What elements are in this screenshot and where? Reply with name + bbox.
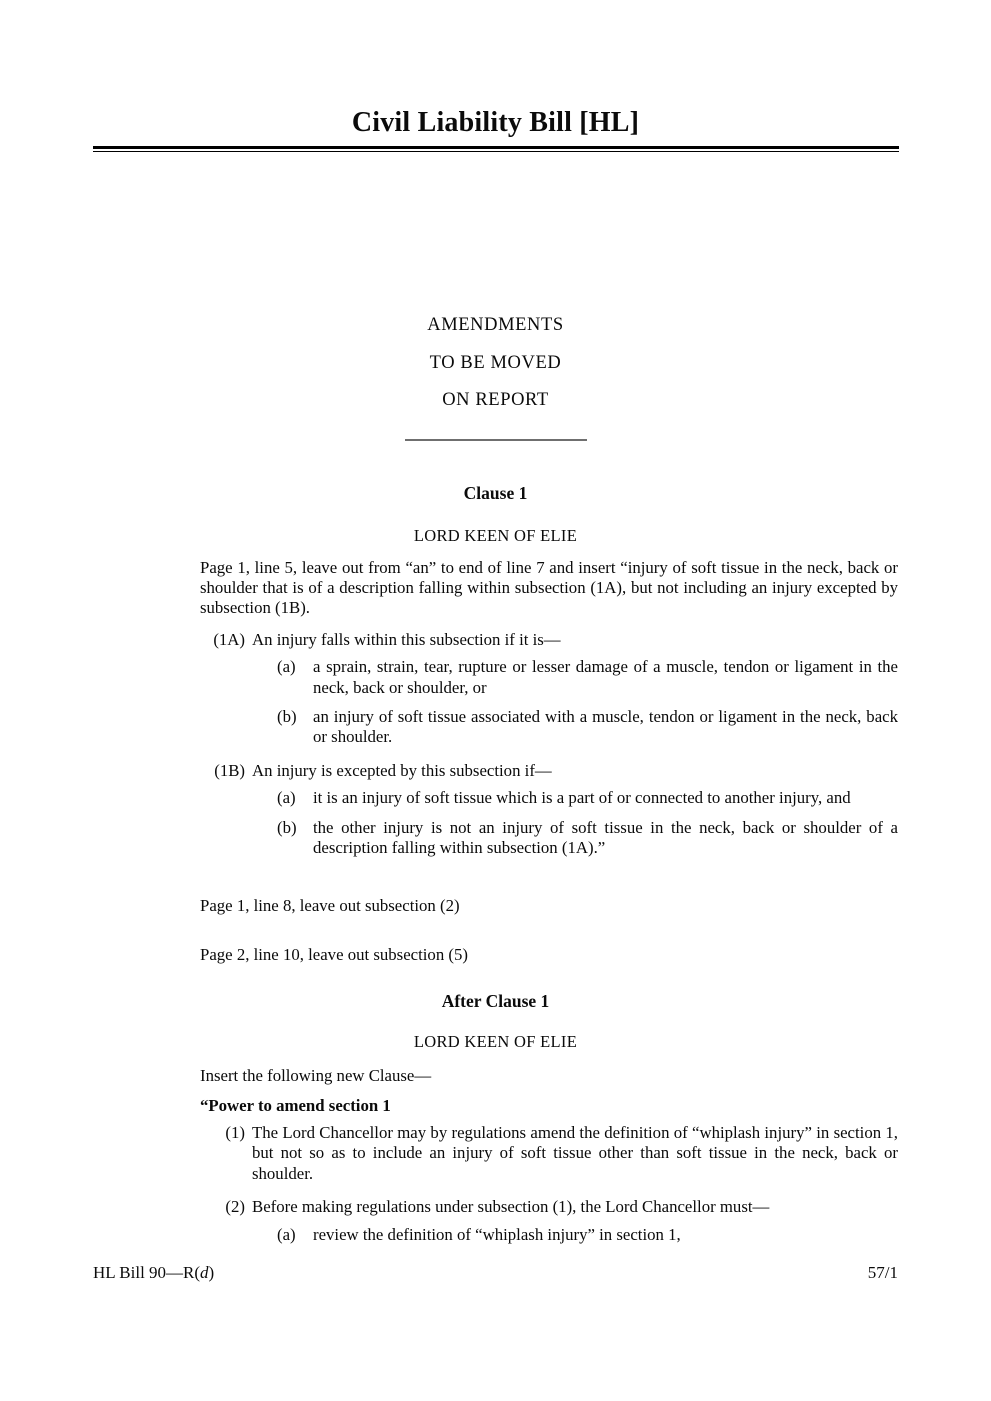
subsection-2-body: [252, 1197, 898, 1245]
bill-number: [93, 1263, 214, 1283]
insert-clause-lead: Insert the following new Clause—: [200, 1066, 432, 1086]
after-clause1-heading: After Clause 1: [441, 991, 550, 1012]
bill-number-italic: d: [200, 1263, 209, 1282]
amendment-3: [200, 945, 898, 965]
running-number: 57/1: [867, 1263, 898, 1282]
clause1-heading: Clause 1: [463, 482, 528, 503]
subsection-2-text: Before making regulations under subsection (1), the Lord Chancellor must—: [252, 1197, 770, 1217]
new-clause-subsection-1: [200, 1123, 898, 1184]
item-a-number: (a): [277, 1224, 296, 1244]
preamble-line-amendments: AMENDMENTS: [427, 315, 564, 335]
amendment-2-text: Page 1, line 8, leave out subsection (2): [200, 896, 460, 916]
item-b-text: the other injury is not an injury of soft tissue in the neck, back or shoulder of a description falling within subsection (1A).”: [313, 817, 898, 857]
item-a-number: (a): [277, 657, 296, 677]
item-a-number: (a): [277, 788, 296, 808]
subsection-1B-item-b: [277, 818, 898, 859]
new-clause-subsection-2: [200, 1197, 898, 1245]
subsection-1A-item-b: [277, 707, 898, 748]
subsection-1A-body: [252, 630, 898, 748]
bill-number-close: ): [208, 1263, 215, 1282]
item-a-text: review the definition of “whiplash injury” in section 1,: [313, 1224, 681, 1244]
subsection-1B-number: (1B): [214, 760, 245, 780]
item-a-text: it is an injury of soft tissue which is a part of or connected to another injury, and: [313, 788, 851, 808]
subsection-2-item-a: [277, 1225, 898, 1245]
subsection-2-number: (2): [225, 1197, 245, 1217]
item-a-text: a sprain, strain, tear, rupture or lesser damage of a muscle, tendon or ligament in the neck, back or shoulder, or: [313, 657, 898, 697]
subsection-1B: [200, 761, 898, 859]
subsection-1B-item-a: [277, 788, 898, 808]
subsection-1-number: (1): [225, 1123, 245, 1142]
amendment-2: [200, 896, 898, 916]
amendment-1-lead-text: Page 1, line 5, leave out from “an” to end of line 7 and insert “injury of soft tissue in the neck, back or shoulder that is of a description falling within subsection (1A), but not including an injury excepted by subsection (1B).: [200, 557, 898, 618]
amendment-4: [200, 1066, 898, 1245]
item-b-text: an injury of soft tissue associated with a muscle, tendon or ligament in the neck, back or shoulder.: [313, 706, 898, 747]
after-clause1-mover-name: LORD KEEN OF ELIE: [413, 1032, 578, 1052]
clause1-mover-name: LORD KEEN OF ELIE: [413, 525, 578, 545]
page-footer: [93, 1263, 898, 1283]
bill-number-text: HL Bill 90—R(: [93, 1263, 201, 1282]
subsection-1A: [200, 630, 898, 748]
preamble-line-on-report: ON REPORT: [442, 390, 549, 410]
subsection-1B-text: An injury is excepted by this subsection if—: [252, 760, 552, 780]
subsection-1A-text: An injury falls within this subsection if it is—: [252, 629, 561, 649]
preamble-divider-rule: [405, 439, 587, 441]
preamble: [0, 307, 991, 420]
subsection-1A-item-a: [277, 657, 898, 698]
subsection-1A-number: (1A): [213, 629, 245, 649]
item-b-number: (b): [277, 817, 297, 837]
subsection-1B-body: [252, 761, 898, 859]
preamble-line-to-be-moved: TO BE MOVED: [429, 352, 562, 373]
amendment-1: [200, 558, 898, 859]
new-clause-title: “Power to amend section 1: [200, 1095, 391, 1115]
item-b-number: (b): [277, 706, 297, 726]
title-double-rule: [93, 146, 899, 152]
subsection-1-text: The Lord Chancellor may by regulations amend the definition of “whiplash injury” in section 1, but not so as to include an injury of soft tissue other than soft tissue in the neck, back or shoulder.: [252, 1123, 898, 1183]
amendment-3-text: Page 2, line 10, leave out subsection (5): [200, 944, 468, 964]
document-title: Civil Liability Bill [HL]: [351, 107, 640, 138]
